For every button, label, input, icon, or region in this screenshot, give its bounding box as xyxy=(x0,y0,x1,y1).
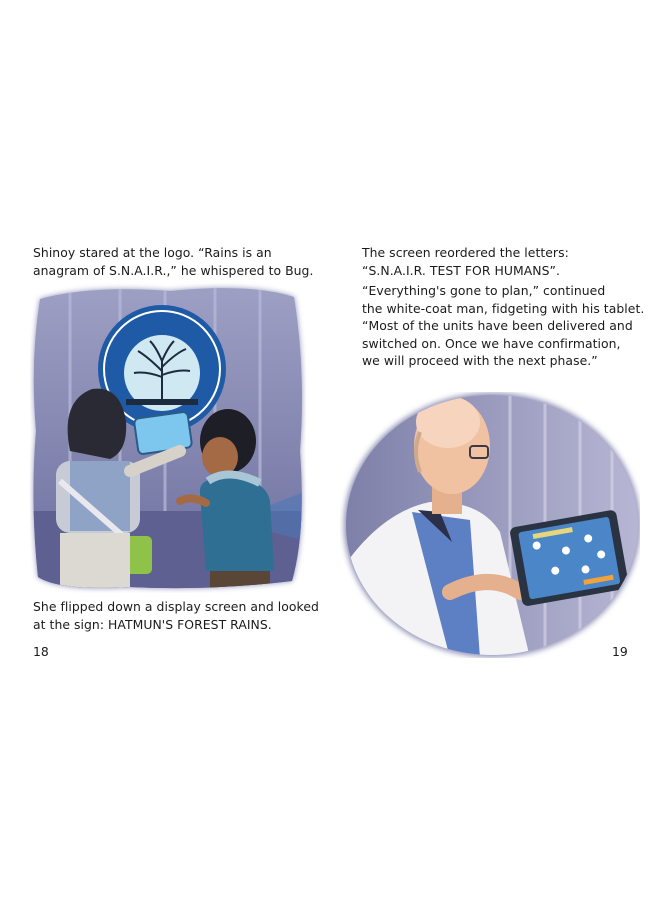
left-paragraph-1: Shinoy stared at the logo. “Rains is an anagram of S.N.A.I.R.,” he whispered to Bug. xyxy=(33,245,314,278)
left-paragraph-2: She flipped down a display screen and looked at the sign: HATMUN'S FOREST RAINS. xyxy=(33,599,319,632)
illustration-man-with-tablet xyxy=(340,392,640,658)
right-paragraph-2: “Everything's gone to plan,” continued the white-coat man, fidgeting with his tablet. “Most of the units have been delivered and switched on. Once we have confirmation, we will proceed with the next phase.” xyxy=(362,283,645,368)
page-number-right: 19 xyxy=(612,644,628,659)
illustration-kids-at-logo xyxy=(30,281,306,593)
page-number-left: 18 xyxy=(33,644,49,659)
right-paragraph-1: The screen reordered the letters: “S.N.A.I.R. TEST FOR HUMANS”. xyxy=(362,245,569,278)
